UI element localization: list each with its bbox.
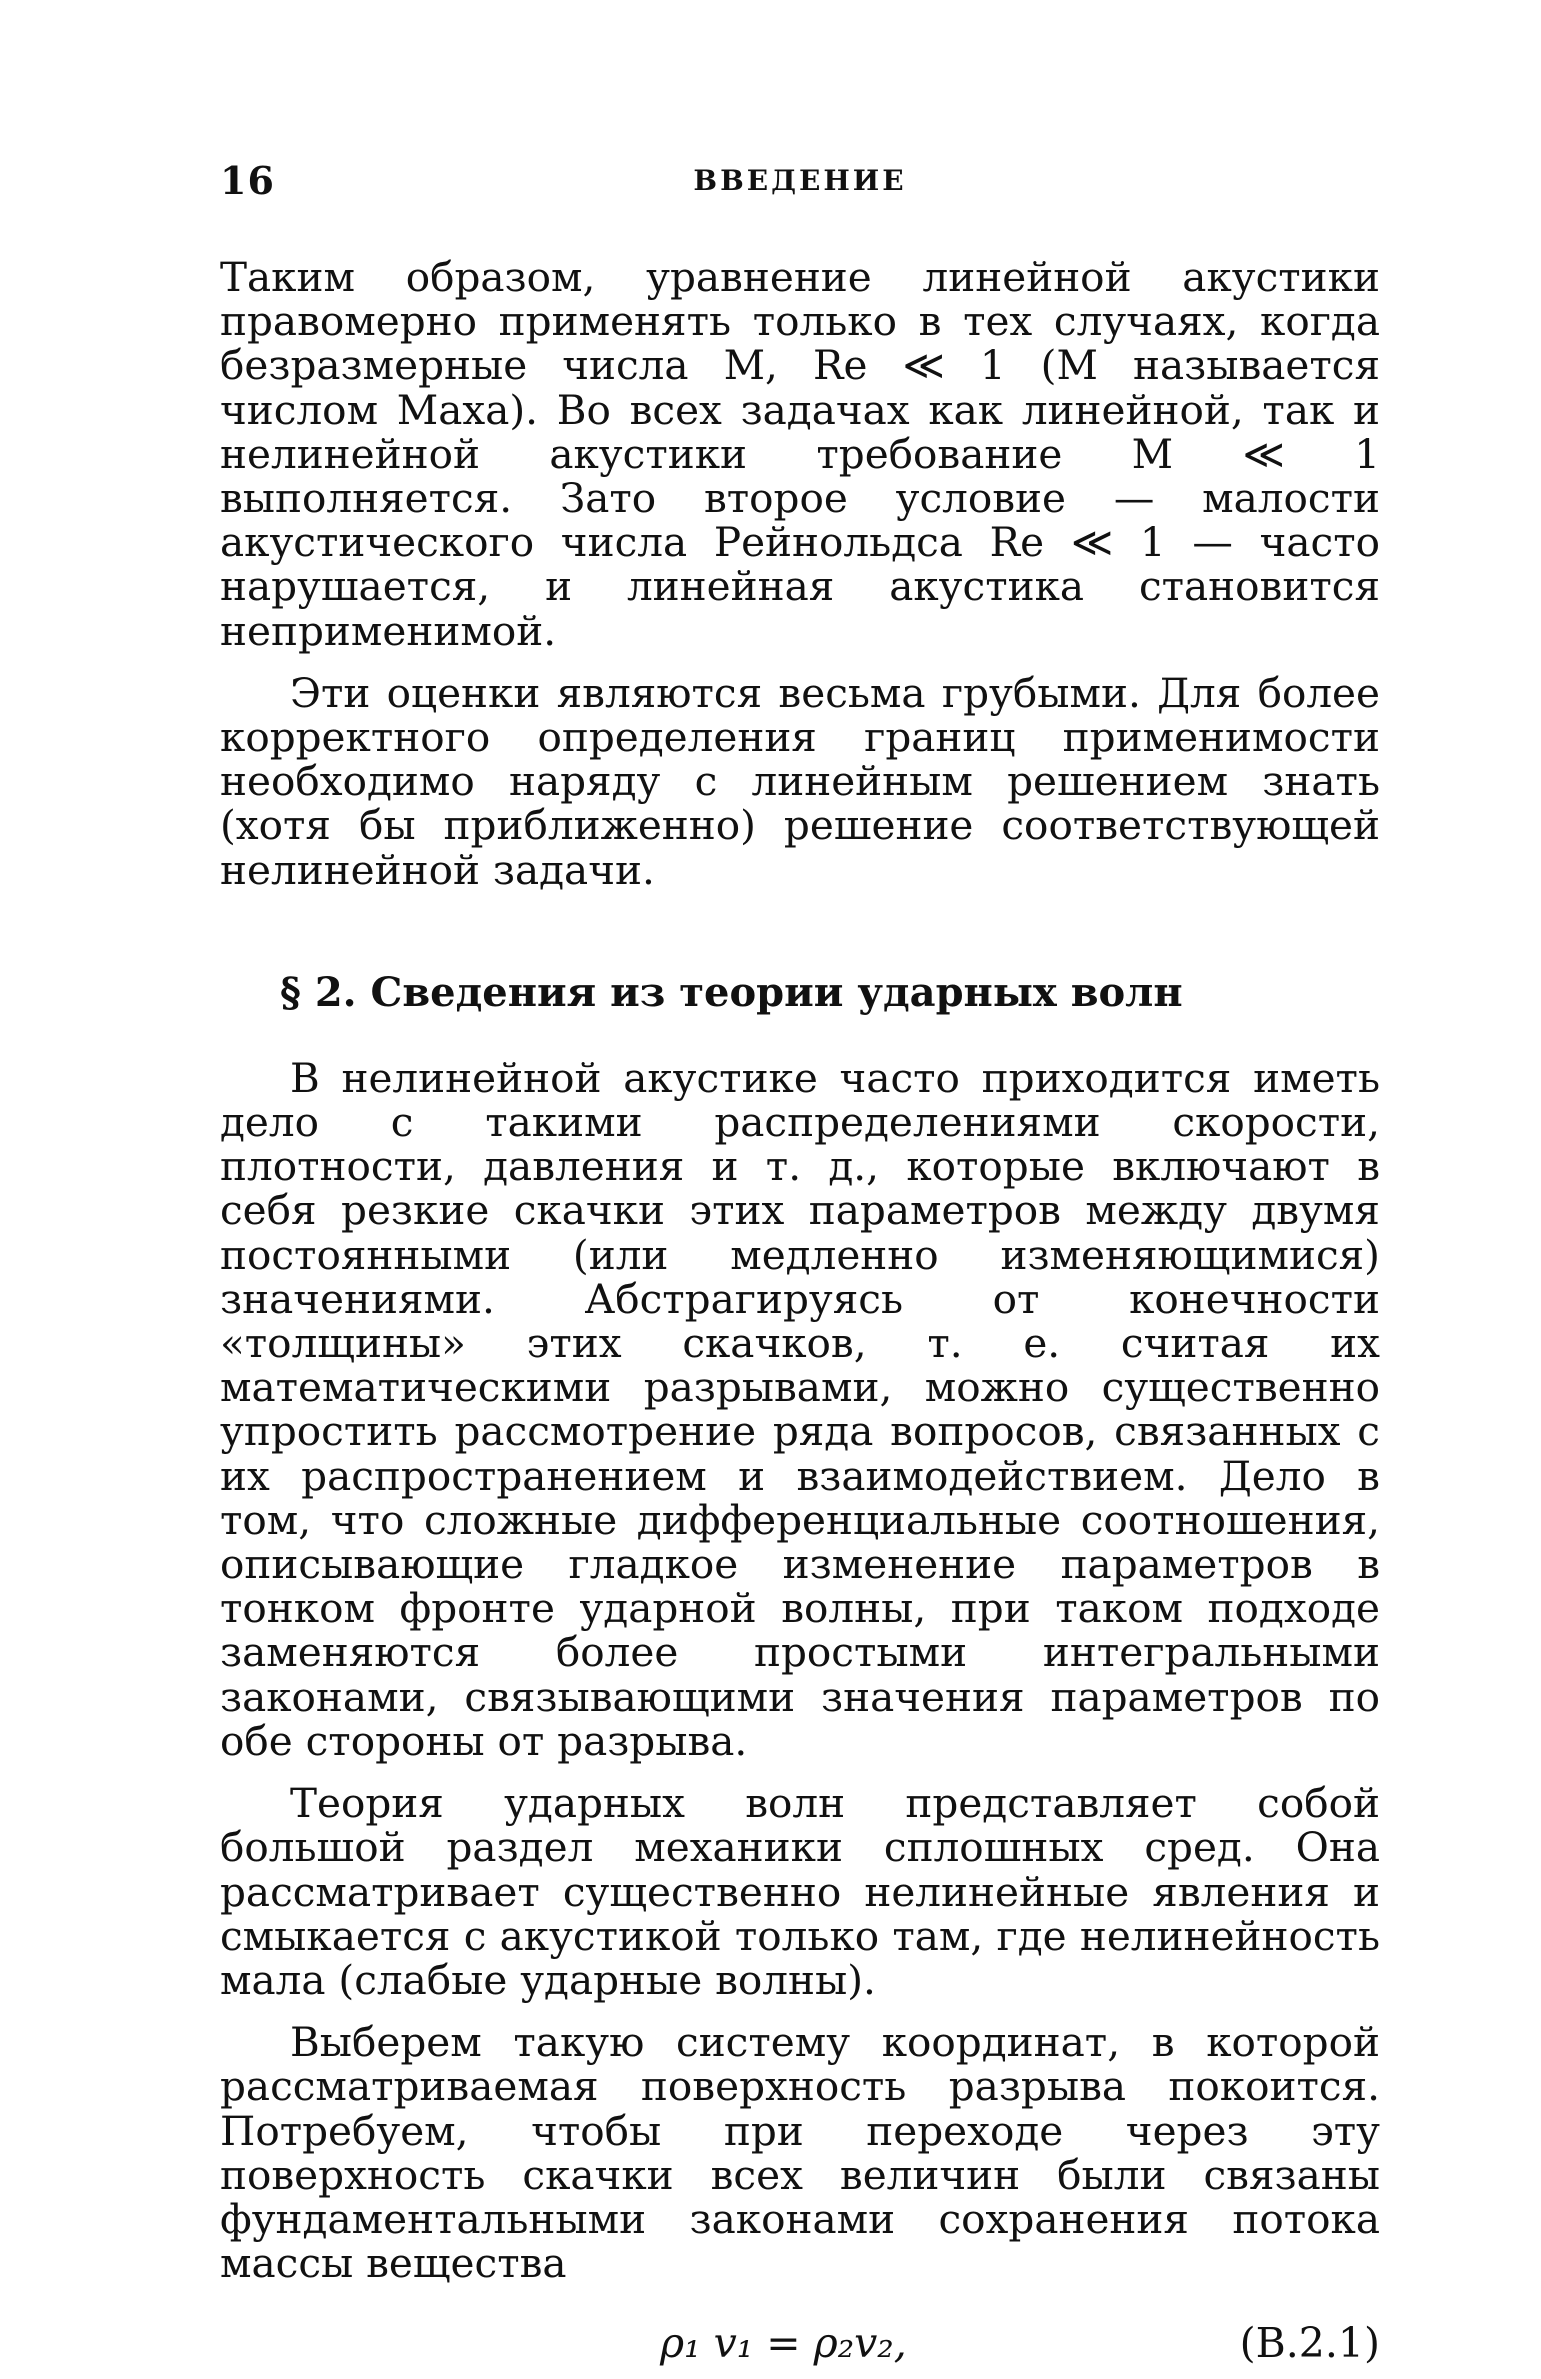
- paragraph-intro-2: Эти оценки являются весьма грубыми. Для более корректного определения границ применимости необходимо наряду с линейным решением знать (хотя бы приближенно) решение соответствующей нелинейной задачи.: [220, 668, 1380, 894]
- paragraph-intro-1: Таким образом, уравнение линейной акустики правомерно применять только в тех случаях, когда безразмерные числа M, Re ≪ 1 (M называется числом Маха). Во всех задачах как линейной, так и нелинейной акустики требование M ≪ 1 выполняется. Зато второе условие — малости акустического числа Рейнольдса Re ≪ 1 — часто нарушается, и линейная акустика становится неприменимой.: [220, 253, 1380, 655]
- paragraph-section-2: Теория ударных волн представляет собой большой раздел механики сплошных сред. Она рассматривает существенно нелинейные явления и смыкается с акустикой только там, где нелинейность мала (слабые ударные волны).: [220, 1779, 1380, 2004]
- equation-b-2-1: [220, 2319, 1380, 2379]
- page-number: 16: [220, 158, 275, 203]
- running-head: ВВЕДЕНИЕ: [693, 164, 907, 197]
- page-header: [220, 158, 1380, 208]
- page-body: [220, 255, 1380, 2379]
- section-title: § 2. Сведения из теории ударных волн: [280, 968, 1183, 1016]
- paragraph-section-1: В нелинейной акустике часто приходится иметь дело с такими распределениями скорости, плотности, давления и т. д., которые включают в себя резкие скачки этих параметров между двумя постоянными (или медленно изменяющимися) значениями. Абстрагируясь от конечности «толщины» этих скачков, т. е. считая их математическими разрывами, можно существенно упростить рассмотрение ряда вопросов, связанных с их распространением и взаимодействием. Дело в том, что сложные дифференциальные соотношения, описывающие гладкое изменение параметров в тонком фронте ударной волны, при таком подходе заменяются более простыми интегральными законами, связывающими значения параметров по обе стороны от разрыва.: [220, 1053, 1380, 1765]
- paragraph-section-3: Выберем такую систему координат, в которой рассматриваемая поверхность разрыва покоится. Потребуем, чтобы при переходе через эту поверхность скачки всех величин были связаны фундаментальными законами сохранения потока массы вещества: [220, 2018, 1380, 2288]
- equation-formula: ρ₁ v₁ = ρ₂v₂,: [660, 2319, 907, 2368]
- equation-number: (B.2.1): [1239, 2319, 1380, 2368]
